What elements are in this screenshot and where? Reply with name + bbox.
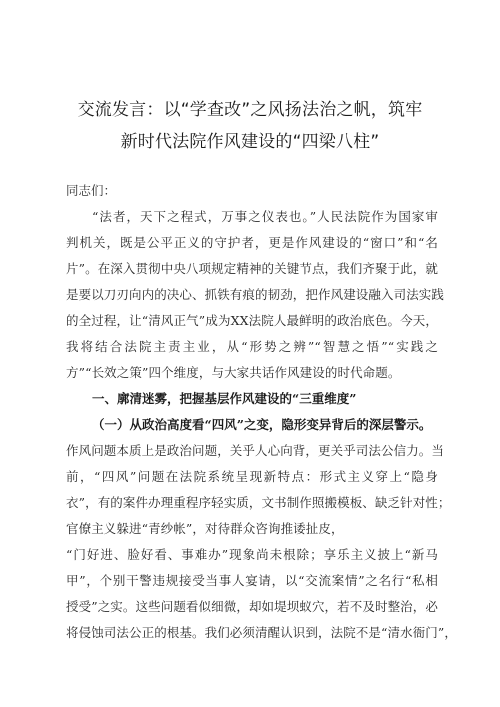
body-line: 作风问题本质上是政治问题，关乎人心向背，更关乎司法公信力。当 <box>66 443 445 458</box>
document-title-line-1: 交流发言：以“学查改”之风扬法治之帆，筑牢 <box>77 100 423 120</box>
intro-line: 是要以刀刃向内的决心、抓铁有痕的韧劲，把作风建设融入司法实践 <box>66 287 445 302</box>
body-line: 将侵蚀司法公正的根基。我们必须清醒认识到，法院不是“清水衙门”， <box>66 625 457 640</box>
intro-line: “法者，天下之程式，万事之仪表也。”人民法院作为国家审 <box>92 209 438 224</box>
body-line: 甲”，个别干警违规接受当事人宴请，以“交流案情”之名行“私相 <box>66 573 438 588</box>
document-title-line-2: 新时代法院作风建设的“四梁八柱” <box>120 132 380 152</box>
body-line: “门好进、脸好看、事难办”现象尚未根除；享乐主义披上“新马 <box>66 547 438 562</box>
intro-line: 的全过程，让“清风正气”成为XX法院人最鲜明的政治底色。今天， <box>66 313 438 328</box>
body-line: 官僚主义躲进“青纱帐”，对待群众咨询推诿扯皮， <box>66 521 344 536</box>
body-line: 衣”，有的案件办理重程序轻实质，文书制作照搬模板、缺乏针对性； <box>66 495 451 510</box>
body-line: 前，“四风”问题在法院系统呈现新特点：形式主义穿上“隐身 <box>66 469 438 484</box>
body-line: 授受”之实。这些问题看似细微，却如堤坝蚁穴，若不及时整治，必 <box>66 599 438 614</box>
salutation: 同志们： <box>66 183 117 198</box>
intro-line: 判机关，既是公平正义的守护者，更是作风建设的“窗口”和“名 <box>66 235 438 250</box>
intro-line: 片”。在深入贯彻中央八项规定精神的关键节点，我们齐聚于此，就 <box>66 261 438 276</box>
section-heading: 一、廓清迷雾，把握基层作风建设的“三重维度” <box>92 391 357 406</box>
subsection-heading: （一）从政治高度看“四风”之变，隐形变异背后的深层警示。 <box>92 417 432 432</box>
intro-line: 我将结合法院主责主业，从“形势之辨”“智慧之悟”“实践之 <box>66 339 438 354</box>
intro-line: 方”“长效之策”四个维度，与大家共话作风建设的时代命题。 <box>66 365 401 380</box>
